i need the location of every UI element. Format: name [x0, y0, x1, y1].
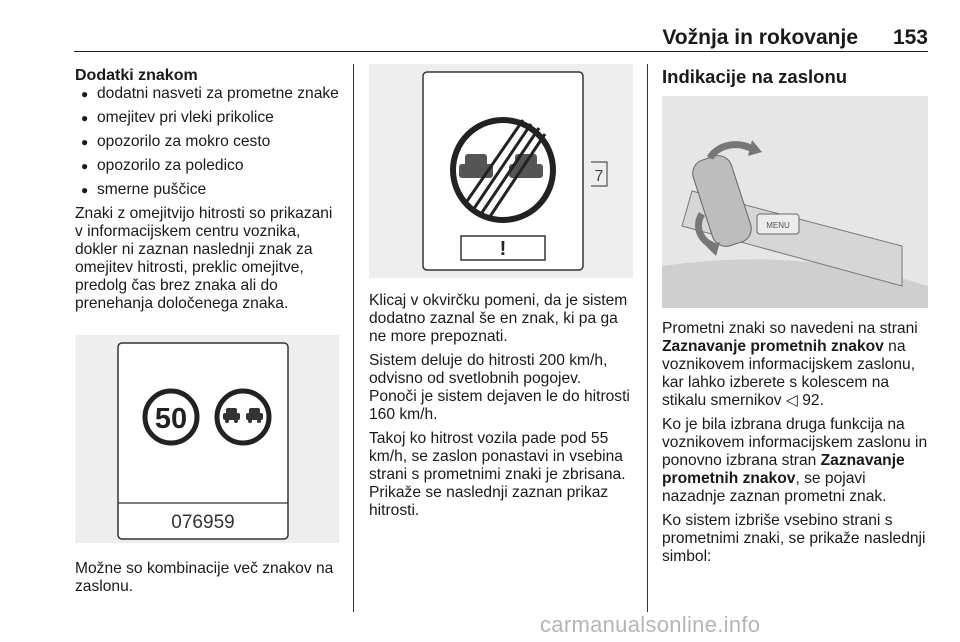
page-header: [74, 22, 928, 52]
page-reference: ◁ 92.: [785, 392, 824, 409]
text-run: Ko je bila izbrana druga funkcija na voznikovem informacijskem zaslonu in ponovno izbrana stran: [662, 416, 928, 469]
text-run: Prometni znaki so navedeni na strani: [662, 320, 918, 337]
subheading: Dodatki znakom: [75, 67, 198, 84]
speed-signs-illustration: [75, 335, 339, 543]
column-left: [75, 66, 343, 319]
menu-label: MENU: [766, 221, 790, 230]
watermark: carmanualsonline.info: [540, 612, 761, 637]
list-item: ● opozorilo za poledico: [75, 157, 343, 175]
column-divider: [353, 64, 354, 612]
body-paragraph: Ko sistem izbriše vsebino strani s prometnimi znaki, se prikaže naslednji simbol:: [662, 512, 926, 565]
body-paragraph: Takoj ko hitrost vozila pade pod 55 km/h, se zaslon ponastavi in vsebina strani s prometnimi znaki je zbrisana. Prikaže se naslednji zaznan prikaz hitrosti.: [369, 430, 626, 519]
figure-turn-signal-stalk: [662, 96, 928, 308]
figure-caption: [75, 560, 343, 602]
body-paragraph: Klicaj v okvirčku pomeni, da je sistem dodatno zaznal še en znak, ki pa ga ne more prepoznati.: [369, 292, 628, 345]
column-middle: [369, 292, 633, 526]
body-paragraph: Sistem deluje do hitrosti 200 km/h, odvisno od svetlobnih pogojev. Ponoči je sistem dejaven le do hitrosti 160 km/h.: [369, 352, 630, 423]
sign-code: 076959: [171, 512, 235, 533]
page-number: 153: [892, 26, 928, 49]
body-paragraph: Znaki z omejitvijo hitrosti so prikazani v informacijskem centru voznika, dokler ni zaznan naslednji znak za omejitev hitrosti, preklic omejitve, predolg čas brez znaka ali do prenehanja določenega znaka.: [75, 205, 333, 312]
caption-text: Možne so kombinacije več znakov na zaslonu.: [75, 560, 334, 595]
chapter-title: Vožnja in rokovanje: [662, 26, 858, 49]
stalk-illustration: [662, 96, 928, 308]
exclamation-mark: !: [499, 238, 507, 260]
bullet-list: [75, 85, 343, 199]
list-item: ● dodatni nasveti za prometne znake: [75, 85, 343, 103]
section-title: Indikacije na zaslonu: [662, 66, 848, 87]
text-run: , se pojavi nazadnje zaznan prometni znak.: [662, 470, 887, 505]
column-divider: [647, 64, 648, 612]
emphasis: Zaznavanje prometnih znakov: [662, 452, 905, 487]
list-item: ● omejitev pri vleki prikolice: [75, 109, 343, 127]
emphasis: Zaznavanje prometnih znakov: [662, 338, 884, 355]
list-item: ● smerne puščice: [75, 181, 343, 199]
body-paragraph: [662, 416, 928, 506]
text-run: na voznikovem informacijskem zaslonu, kar lahko izberete s kolescem na stikalu smernikov: [662, 338, 916, 409]
list-item: ● opozorilo za mokro cesto: [75, 133, 343, 151]
column-right: [662, 320, 928, 572]
figure-end-no-overtaking: [369, 64, 633, 278]
speed-limit-value: 50: [154, 403, 188, 435]
figure-speed-signs: [75, 335, 339, 543]
body-paragraph: [662, 320, 928, 410]
end-no-overtaking-illustration: [369, 64, 633, 278]
side-number: 7: [594, 168, 604, 185]
